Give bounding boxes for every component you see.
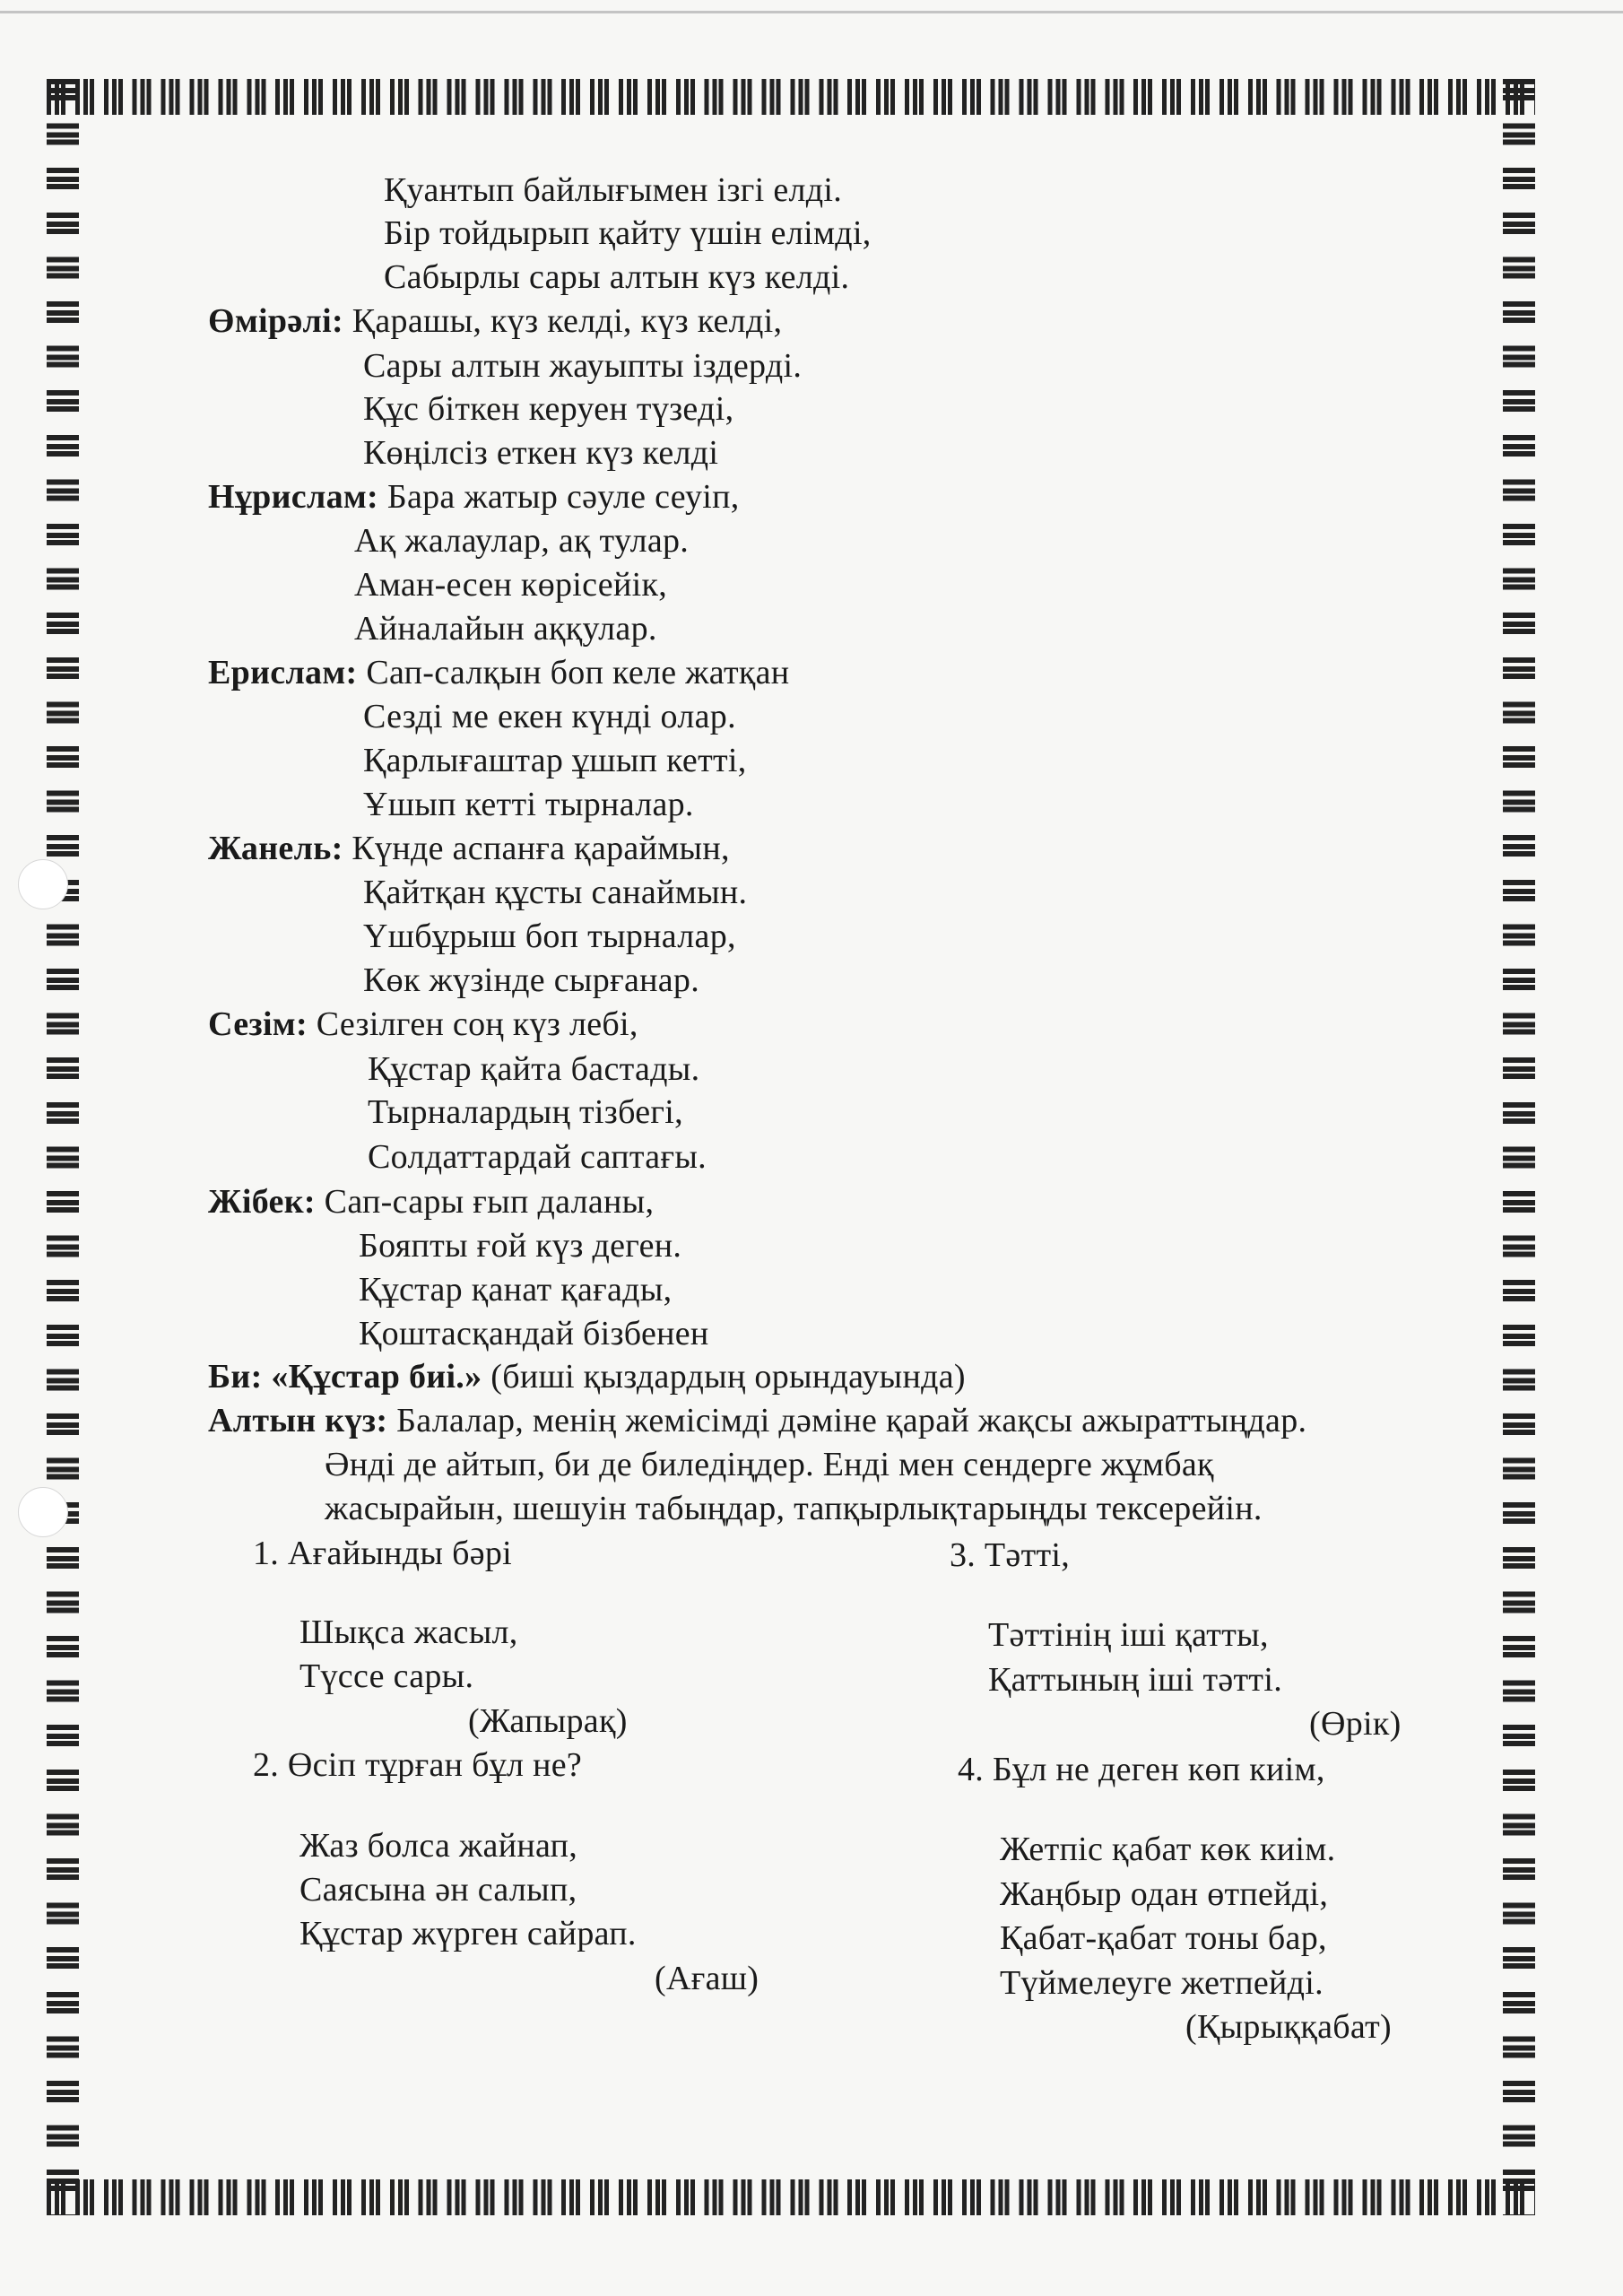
ornamental-border-bottom [47, 2179, 1535, 2215]
verse-line [354, 609, 657, 648]
dance-text: (биші қыздардың орындауында) [490, 1358, 966, 1396]
verse-text: Ұшып кетті тырналар. [363, 786, 694, 823]
verse-text: Ақ жалаулар, ақ тулар. [354, 522, 690, 560]
punch-hole-upper [18, 859, 68, 909]
verse-text: Тырналардың тізбегі, [368, 1093, 683, 1131]
verse-line [363, 961, 699, 1000]
verse-line [359, 1314, 709, 1353]
verse-line [208, 1004, 638, 1044]
punch-hole-lower [18, 1487, 68, 1537]
speaker-name: Өмірәлі: [208, 302, 343, 340]
verse-line [384, 257, 849, 297]
verse-text: Сап-сары ғып даланы, [324, 1183, 655, 1221]
riddle-3-line-1: Тәттінің іші қатты, [988, 1616, 1269, 1654]
verse-line [208, 477, 740, 517]
riddle-2-title: 2. Өсіп тұрған бұл не? [253, 1746, 583, 1784]
riddle-4-line-2: Жаңбыр одан өтпейді, [1000, 1875, 1329, 1913]
ornamental-border-right [1503, 79, 1535, 2215]
verse-text: Аман-есен көрісейік, [354, 566, 668, 604]
verse-line [384, 213, 872, 253]
verse-line [363, 917, 736, 956]
speaker-name: Жанель: [208, 830, 343, 867]
verse-text: Қарашы, күз келді, күз келді, [352, 302, 783, 340]
riddle-4-answer: (Қырыққабат) [1185, 2008, 1392, 2046]
riddle-1-line-2: Түссе сары. [299, 1657, 474, 1695]
verse-line [208, 653, 789, 692]
verse-text: Сап-салқын боп келе жатқан [366, 654, 790, 691]
riddle-3-line-2: Қаттының іші тәтті. [988, 1661, 1282, 1699]
verse-line [363, 346, 802, 386]
verse-line [368, 1049, 699, 1089]
altyn-text-1: Балалар, менің жемісімді дәміне қарай жақсы ажыраттыңдар. [396, 1402, 1307, 1439]
verse-line [354, 521, 689, 561]
riddle-1-line-1: Шықса жасыл, [299, 1613, 518, 1651]
verse-text: Құстар қайта бастады. [368, 1050, 700, 1088]
speaker-name: Жібек: [208, 1183, 316, 1221]
dance-line [208, 1357, 966, 1396]
scan-edge-line [0, 11, 1623, 13]
altyn-line-2: Әнді де айтып, би де биледіңдер. Енді мен сендерге жұмбақ [325, 1446, 1214, 1483]
dance-speaker: Би: «Құстар биі.» [208, 1358, 482, 1396]
riddle-3-answer: (Өрік) [1309, 1705, 1402, 1743]
riddle-1-title: 1. Ағайынды бәрі [253, 1535, 513, 1572]
verse-line [359, 1226, 681, 1265]
verse-text: Қуантып байлығымен ізгі елді. [384, 171, 843, 209]
verse-text: Күнде аспанға қараймын, [352, 830, 730, 867]
ornamental-border-top [47, 79, 1535, 115]
verse-text: Бара жатыр сәуле сеуіп, [386, 478, 740, 516]
verse-text: Солдаттардай саптағы. [368, 1138, 707, 1176]
verse-text: Қайтқан құсты санаймын. [363, 874, 748, 911]
verse-text: Сезді ме екен күнді олар. [363, 698, 736, 735]
verse-text: Көңілсіз еткен күз келді [363, 434, 719, 472]
verse-text: Айналайын аққулар. [354, 610, 657, 648]
verse-line [208, 1182, 654, 1222]
verse-line [208, 301, 782, 341]
verse-line [363, 433, 718, 473]
verse-line [354, 565, 667, 604]
verse-line [363, 873, 747, 912]
speaker-name: Сезім: [208, 1005, 308, 1043]
verse-text: Көк жүзінде сырғанар. [363, 961, 700, 999]
altyn-line-1 [208, 1401, 1306, 1440]
verse-text: Сабырлы сары алтын күз келді. [384, 258, 850, 296]
riddle-4-title: 4. Бұл не деген көп киім, [958, 1751, 1325, 1788]
verse-text: Қоштасқандай бізбенен [359, 1315, 709, 1352]
riddle-1-answer: (Жапырақ) [468, 1702, 628, 1740]
speaker-name: Нұрислам: [208, 478, 379, 516]
verse-line [363, 785, 694, 824]
verse-text: Құс біткен керуен түзеді, [363, 390, 734, 428]
verse-line [363, 389, 733, 429]
riddle-4-line-3: Қабат-қабат тоны бар, [1000, 1919, 1327, 1957]
verse-line [384, 170, 842, 210]
verse-text: Құстар қанат қағады, [359, 1271, 673, 1309]
riddle-4-line-1: Жетпіс қабат көк киім. [1000, 1831, 1336, 1868]
verse-text: Қарлығаштар ұшып кетті, [363, 742, 747, 779]
riddle-3-title: 3. Тәтті, [950, 1536, 1071, 1574]
verse-line [363, 741, 747, 780]
verse-text: Сезілген соң күз лебі, [316, 1005, 638, 1043]
verse-line [368, 1137, 707, 1177]
verse-line [208, 829, 730, 868]
verse-text: Бір тойдырып қайту үшін елімді, [384, 214, 872, 252]
riddle-2-line-2: Саясына ән салып, [299, 1871, 577, 1909]
verse-text: Сары алтын жауыпты іздерді. [363, 347, 803, 385]
verse-text: Үшбұрыш боп тырналар, [363, 918, 736, 955]
altyn-speaker: Алтын күз: [208, 1402, 388, 1439]
verse-line [368, 1092, 683, 1132]
verse-text: Бояпты ғой күз деген. [359, 1227, 682, 1265]
riddle-2-line-3: Құстар жүрген сайрап. [299, 1915, 637, 1952]
riddle-4-line-4: Түймелеуге жетпейді. [1000, 1964, 1324, 2002]
altyn-line-3: жасырайын, шешуін табыңдар, тапқырлықтарыңды тексерейін. [325, 1490, 1263, 1527]
verse-line [363, 697, 736, 736]
riddle-2-line-1: Жаз болса жайнап, [299, 1827, 578, 1865]
verse-line [359, 1270, 672, 1309]
riddle-2-answer: (Ағаш) [655, 1960, 759, 1997]
ornamental-border-left [47, 79, 79, 2215]
speaker-name: Ерислам: [208, 654, 358, 691]
